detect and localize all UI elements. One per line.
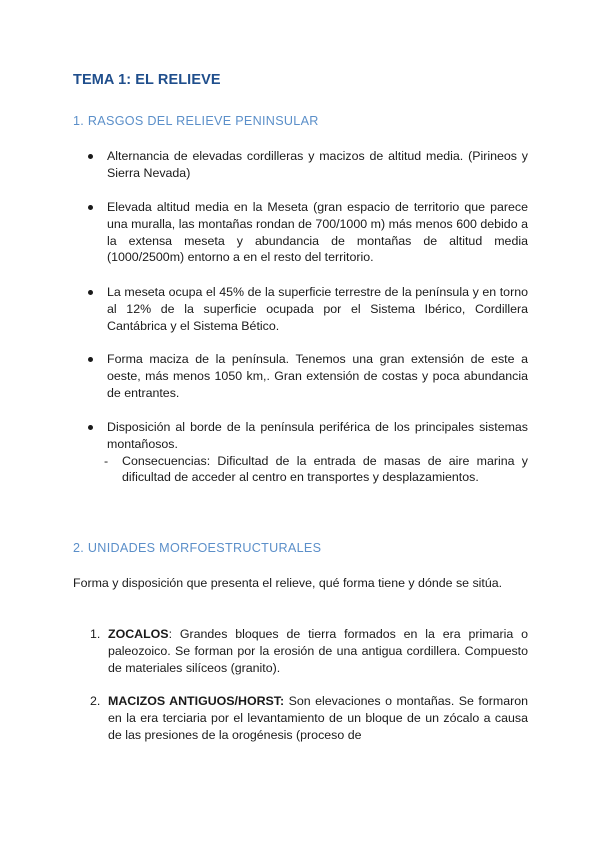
bullet-icon — [88, 290, 93, 295]
bullet-text: La meseta ocupa el 45% de la superficie terrestre de la península y en torno al 12% de la superficie ocupada por el Sistema Ibérico, Cordillera Cantábrica y el Sistema Bético. — [107, 285, 528, 333]
intro-paragraph: Forma y disposición que presenta el relieve, qué forma tiene y dónde se sitúa. — [73, 576, 503, 590]
list-item — [88, 419, 528, 486]
section-heading-rasgos: 1. RASGOS DEL RELIEVE PENINSULAR — [73, 114, 319, 128]
page-title: TEMA 1: EL RELIEVE — [73, 72, 221, 88]
list-item — [88, 199, 528, 266]
item-number: 2. — [90, 694, 101, 708]
dash-marker: - — [104, 453, 109, 468]
bullet-icon — [88, 205, 93, 210]
item-term: MACIZOS ANTIGUOS/HORST: — [108, 694, 285, 708]
bullet-icon — [88, 154, 93, 159]
list-item — [88, 351, 528, 401]
bullet-text: Elevada altitud media en la Meseta (gran espacio de territorio que parece una muralla, las montañas rondan de 700/1000 m) más menos 600 debido a la extensa meseta y abundancia de montañas de altitud media (1000/2500m) entorno a en el resto del territorio. — [107, 200, 528, 265]
sub-item-text: Consecuencias: Dificultad de la entrada de masas de aire marina y dificultad de acceder al centro en transportes y desplazamientos. — [122, 453, 528, 485]
bullet-icon — [88, 425, 93, 430]
item-text: Son elevaciones o montañas. Se formaron en la era terciaria por el levantamiento de un bloque de un zócalo a causa de las presiones de la orogénesis (proceso de — [108, 694, 529, 742]
bullet-text: Alternancia de elevadas cordilleras y macizos de altitud media. (Pirineos y Sierra Nevada) — [107, 149, 528, 180]
sub-list-item — [104, 453, 528, 487]
item-body — [108, 693, 528, 743]
numbered-item — [90, 693, 528, 743]
section-heading-unidades: 2. UNIDADES MORFOESTRUCTURALES — [73, 541, 322, 555]
item-number: 1. — [90, 627, 101, 641]
bullet-text: Forma maciza de la península. Tenemos una gran extensión de este a oeste, más menos 1050 km,. Gran extensión de costas y poca abundancia de entrantes. — [107, 352, 528, 400]
bullet-icon — [88, 357, 93, 362]
item-term: ZOCALOS — [108, 627, 169, 641]
item-text: : Grandes bloques de tierra formados en la era primaria o paleozoico. Se forman por la erosión de una antigua cordillera. Compuesto de materiales silíceos (granito). — [108, 627, 528, 675]
list-item — [88, 284, 528, 334]
numbered-item — [90, 626, 528, 676]
item-body — [108, 626, 528, 676]
bullet-text: Disposición al borde de la península periférica de los principales sistemas montañosos. — [107, 420, 528, 451]
list-item — [88, 148, 528, 182]
